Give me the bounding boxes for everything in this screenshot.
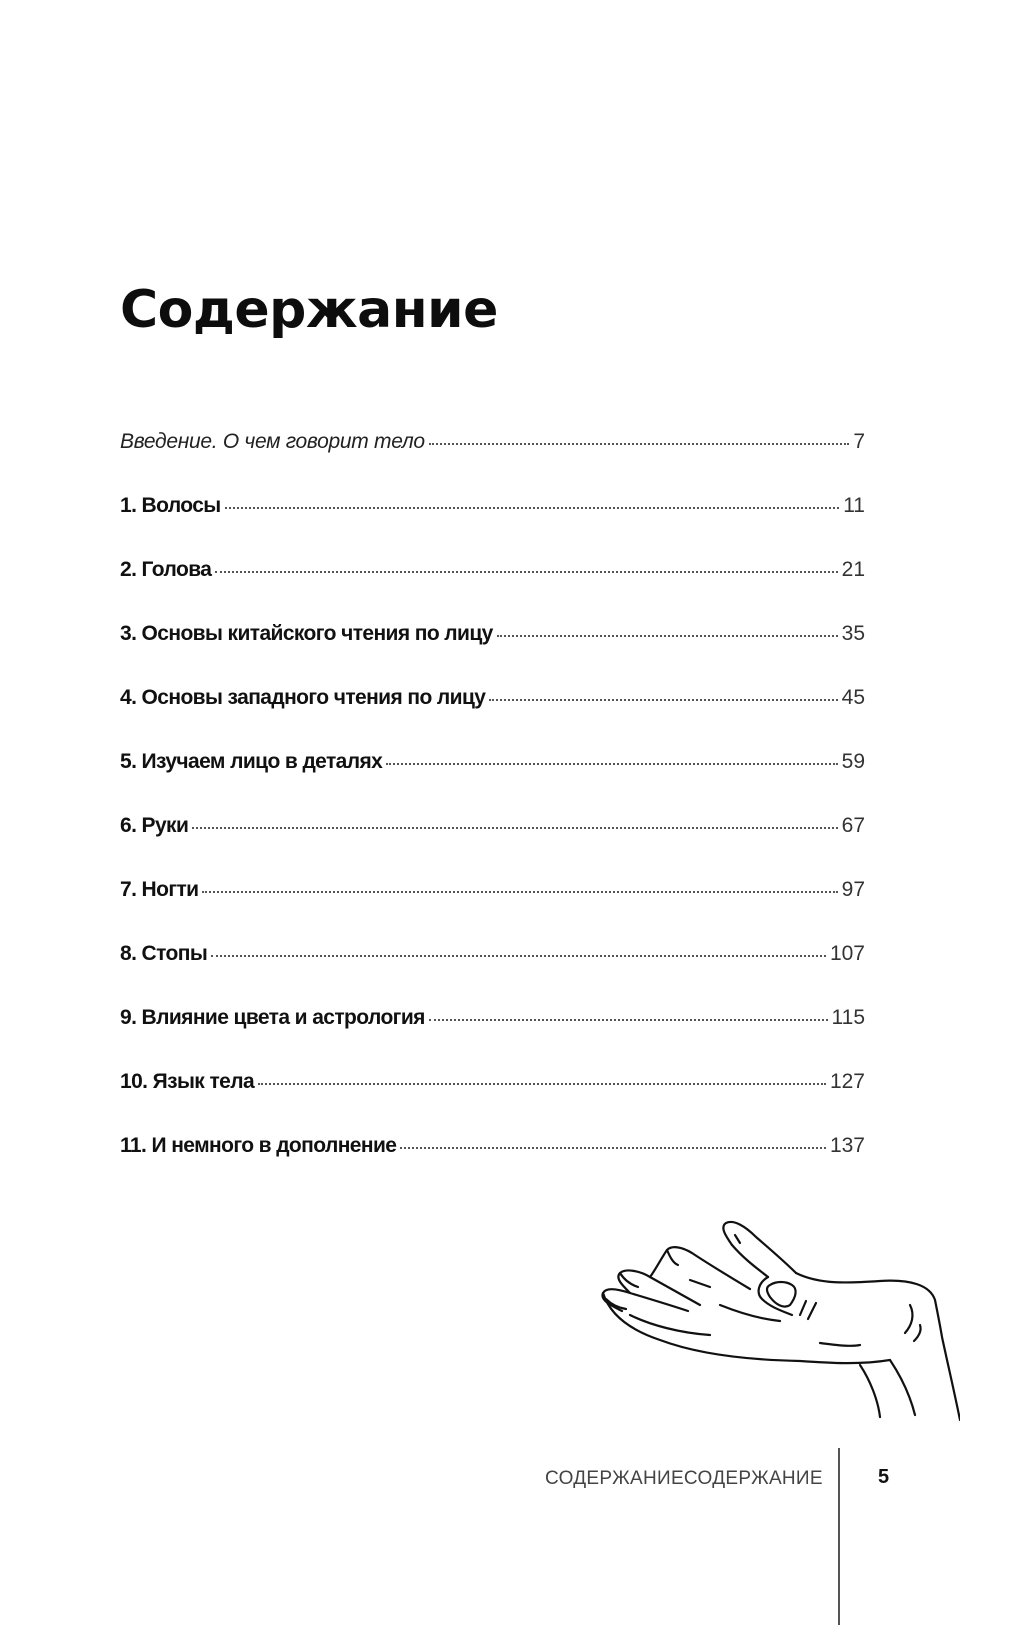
dot-leader [497, 635, 838, 637]
toc-entry-label: 8. Стопы [120, 942, 208, 965]
toc-entry-label: 4. Основы западного чтения по лицу [120, 686, 486, 709]
dot-leader [215, 571, 837, 573]
table-of-contents [120, 430, 865, 1198]
footer-divider [838, 1448, 840, 1625]
running-head: СОДЕРЖАНИЕСОДЕРЖАНИЕ [545, 1468, 823, 1489]
page-number: 5 [878, 1466, 890, 1488]
dot-leader [225, 507, 840, 509]
toc-entry-page: 137 [829, 1134, 865, 1157]
toc-entry-page: 35 [841, 622, 865, 645]
dot-leader [258, 1083, 826, 1085]
dot-leader [211, 955, 826, 957]
toc-entry-page: 45 [841, 686, 865, 709]
toc-entry-chapter-5[interactable] [120, 750, 865, 814]
toc-entry-label: 9. Влияние цвета и астрология [120, 1006, 425, 1029]
toc-entry-label: 5. Изучаем лицо в деталях [120, 750, 383, 773]
toc-entry-chapter-3[interactable] [120, 622, 865, 686]
toc-entry-page: 59 [841, 750, 865, 773]
toc-entry-label: 2. Голова [120, 558, 212, 581]
toc-entry-label: 6. Руки [120, 814, 189, 837]
toc-entry-label: 3. Основы китайского чтения по лицу [120, 622, 493, 645]
toc-entry-introduction[interactable] [120, 430, 865, 494]
toc-entry-label: 10. Язык тела [120, 1070, 255, 1093]
page-title: Содержание [120, 280, 498, 340]
toc-entry-page: 11 [843, 494, 865, 517]
dot-leader [429, 443, 850, 445]
toc-entry-chapter-9[interactable] [120, 1006, 865, 1070]
toc-entry-chapter-7[interactable] [120, 878, 865, 942]
toc-entry-chapter-8[interactable] [120, 942, 865, 1006]
toc-entry-chapter-10[interactable] [120, 1070, 865, 1134]
toc-entry-label: 7. Ногти [120, 878, 199, 901]
toc-entry-label: 11. И немного в дополнение [120, 1134, 397, 1157]
toc-entry-page: 115 [831, 1006, 865, 1029]
dot-leader [192, 827, 837, 829]
toc-entry-chapter-1[interactable] [120, 494, 865, 558]
toc-entry-page: 107 [829, 942, 865, 965]
toc-entry-label: 1. Волосы [120, 494, 221, 517]
dot-leader [386, 763, 837, 765]
open-hand-illustration [570, 1165, 960, 1425]
toc-entry-chapter-6[interactable] [120, 814, 865, 878]
dot-leader [429, 1019, 828, 1021]
dot-leader [400, 1147, 826, 1149]
toc-entry-page: 21 [841, 558, 865, 581]
toc-entry-chapter-2[interactable] [120, 558, 865, 622]
dot-leader [202, 891, 837, 893]
toc-entry-page: 67 [841, 814, 865, 837]
toc-entry-chapter-4[interactable] [120, 686, 865, 750]
toc-entry-page: 7 [853, 430, 865, 453]
toc-entry-page: 97 [841, 878, 865, 901]
toc-entry-page: 127 [829, 1070, 865, 1093]
toc-entry-label: Введение. О чем говорит тело [120, 430, 425, 453]
dot-leader [489, 699, 837, 701]
